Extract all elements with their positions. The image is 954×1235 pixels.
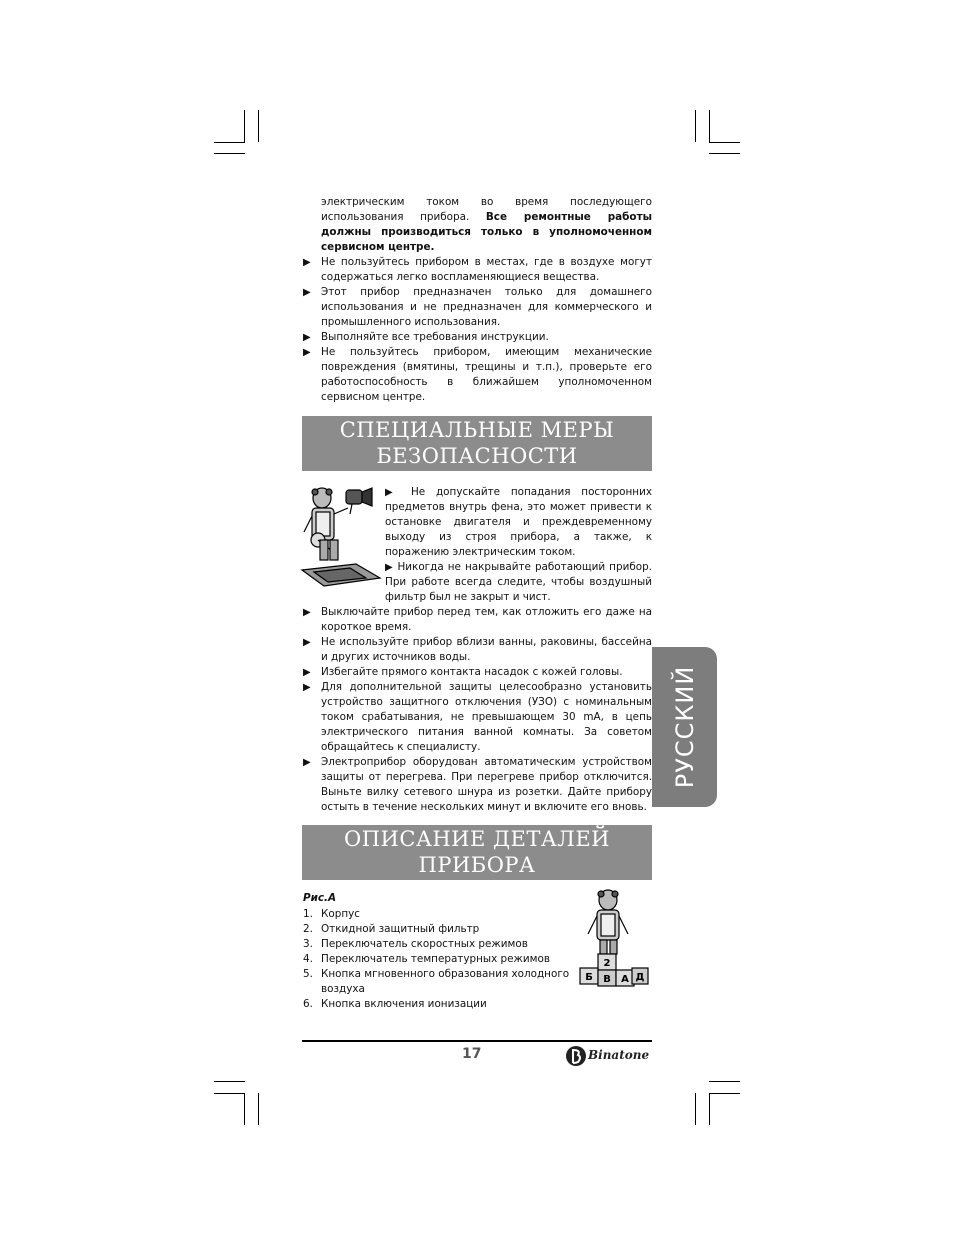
- section-banner-parts: [302, 825, 652, 880]
- crop-mark: [214, 1081, 245, 1082]
- section-title-line: ОПИСАНИЕ ДЕТАЛЕЙ: [344, 827, 610, 851]
- bullet-arrow-icon: ▶: [303, 667, 311, 678]
- section-title-line: БЕЗОПАСНОСТИ: [376, 444, 578, 468]
- bullet-arrow-icon: ▶: [385, 562, 394, 573]
- list-item: [303, 755, 652, 815]
- bullet-arrow-icon: ▶: [303, 332, 311, 343]
- section-banner-safety: [302, 416, 652, 471]
- list-item-text: Этот прибор предназначен только для домашнего использования и не предназначен для коммерческого и промышленного использования.: [321, 286, 652, 328]
- list-item-text: Не пользуйтесь прибором в местах, где в воздухе могут содержаться легко воспламеняющиеся вещества.: [321, 256, 652, 283]
- footer-divider: [302, 1040, 652, 1042]
- crop-mark: [214, 142, 245, 143]
- section-title-line: ПРИБОРА: [418, 853, 536, 877]
- part-label: Корпус: [321, 908, 360, 920]
- list-item: [303, 997, 583, 1012]
- man-on-blocks-illustration: [576, 886, 652, 998]
- page-number: 17: [462, 1046, 482, 1062]
- list-item-text: Выполняйте все требования инструкции.: [321, 331, 549, 343]
- block-letter: Б: [585, 972, 593, 983]
- crop-mark: [214, 1093, 245, 1094]
- intro-paragraph: [303, 195, 652, 255]
- crop-mark: [214, 153, 245, 154]
- crop-mark: [709, 142, 740, 143]
- list-item: [303, 665, 652, 680]
- language-tab: [652, 647, 717, 807]
- part-label: Кнопка мгновенного образования холодного воздуха: [321, 968, 570, 995]
- bullet-arrow-icon: ▶: [303, 347, 311, 358]
- illus-item: [385, 485, 652, 560]
- list-item: [303, 345, 652, 405]
- block-letter: Д: [635, 972, 645, 983]
- crop-mark: [244, 1093, 245, 1125]
- bullet-arrow-icon: ▶: [385, 487, 401, 498]
- intro-column: [303, 195, 652, 405]
- bullet-arrow-icon: ▶: [303, 757, 311, 768]
- part-number: 1.: [303, 908, 313, 920]
- block-letter: 2: [603, 958, 611, 969]
- intro-lead-plain: электрическим током во время последующего использования прибора.: [321, 196, 652, 223]
- bullet-arrow-icon: ▶: [303, 682, 311, 693]
- list-item-text: Выключайте прибор перед тем, как отложить его даже на короткое время.: [321, 606, 652, 633]
- list-item: [303, 967, 583, 997]
- binatone-logo-icon: [565, 1044, 587, 1068]
- part-label: Переключатель температурных режимов: [321, 953, 550, 965]
- bullet-arrow-icon: ▶: [303, 257, 311, 268]
- crop-mark: [709, 110, 710, 142]
- list-item-text: Не пользуйтесь прибором, имеющим механические повреждения (вмятины, трещины и т.п.), проверьте его работоспособность в ближайшем уполномоченном сервисном центре.: [321, 346, 652, 403]
- list-item: [303, 605, 652, 635]
- list-item-text: Не используйте прибор вблизи ванны, раковины, бассейна и других источников воды.: [321, 636, 652, 663]
- brand-name: Binatone: [588, 1048, 650, 1062]
- list-item-text: Электроприбор оборудован автоматическим устройством защиты от перегрева. При перегреве прибор отключится. Выньте вилку сетевого шнура из розетки. Дайте прибору остыть в течение нескольких минут и включите его вновь.: [321, 756, 652, 813]
- list-item: [303, 907, 583, 922]
- language-tab-label: РУССКИЙ: [670, 665, 699, 789]
- part-label: Переключатель скоростных режимов: [321, 938, 528, 950]
- list-item-text: Не допускайте попадания посторонних предметов внутрь фена, это может привести к остановке двигателя и преждевременному выходу из строя прибора, а также, к поражению электрическим током.: [385, 486, 652, 558]
- crop-mark: [695, 110, 696, 142]
- bullet-arrow-icon: ▶: [303, 287, 311, 298]
- bullet-arrow-icon: ▶: [303, 637, 311, 648]
- part-label: Откидной защитный фильтр: [321, 923, 480, 935]
- part-label: Кнопка включения ионизации: [321, 998, 487, 1010]
- crop-mark: [258, 1093, 259, 1125]
- list-item: [303, 680, 652, 755]
- list-item: [303, 330, 652, 345]
- brand-logo: [565, 1044, 651, 1070]
- part-number: 6.: [303, 998, 313, 1010]
- list-item: [303, 255, 652, 285]
- list-item: [303, 937, 583, 952]
- figure-label: Рис.А: [303, 892, 337, 904]
- crop-mark: [695, 1093, 696, 1125]
- crop-mark: [709, 1081, 740, 1082]
- parts-list: [303, 907, 583, 1012]
- list-item: [303, 952, 583, 967]
- block-letter: А: [621, 974, 629, 985]
- crop-mark: [244, 110, 245, 142]
- list-item-text: Никогда не накрывайте работающий прибор. При работе всегда следите, чтобы воздушный фильтр был не закрыт и чист.: [385, 561, 652, 603]
- crop-mark: [258, 110, 259, 142]
- part-number: 4.: [303, 953, 313, 965]
- man-with-hairdryer-illustration: [300, 482, 382, 590]
- crop-mark: [709, 153, 740, 154]
- intro-lead-bold: Все ремонтные работы должны производиться только в уполномоченном сервисном центре.: [321, 211, 652, 253]
- bullet-arrow-icon: ▶: [303, 607, 311, 618]
- illus-item: [385, 560, 652, 605]
- list-item-text: Для дополнительной защиты целесообразно установить устройство защитного отключения (УЗО) с номинальным током срабатывания, не превышающем 30 mA, в цепь электрического питания ванной комнаты. За советом обращайтесь к специалисту.: [321, 681, 652, 753]
- part-number: 3.: [303, 938, 313, 950]
- crop-mark: [709, 1093, 710, 1125]
- safety-list: [303, 605, 652, 815]
- section-title-line: СПЕЦИАЛЬНЫЕ МЕРЫ: [339, 418, 615, 442]
- block-letter: В: [603, 974, 611, 985]
- part-number: 5.: [303, 968, 313, 980]
- list-item: [303, 635, 652, 665]
- crop-mark: [709, 1093, 740, 1094]
- list-item: [303, 922, 583, 937]
- list-item-text: Избегайте прямого контакта насадок с кожей головы.: [321, 666, 623, 678]
- list-item: [303, 285, 652, 330]
- part-number: 2.: [303, 923, 313, 935]
